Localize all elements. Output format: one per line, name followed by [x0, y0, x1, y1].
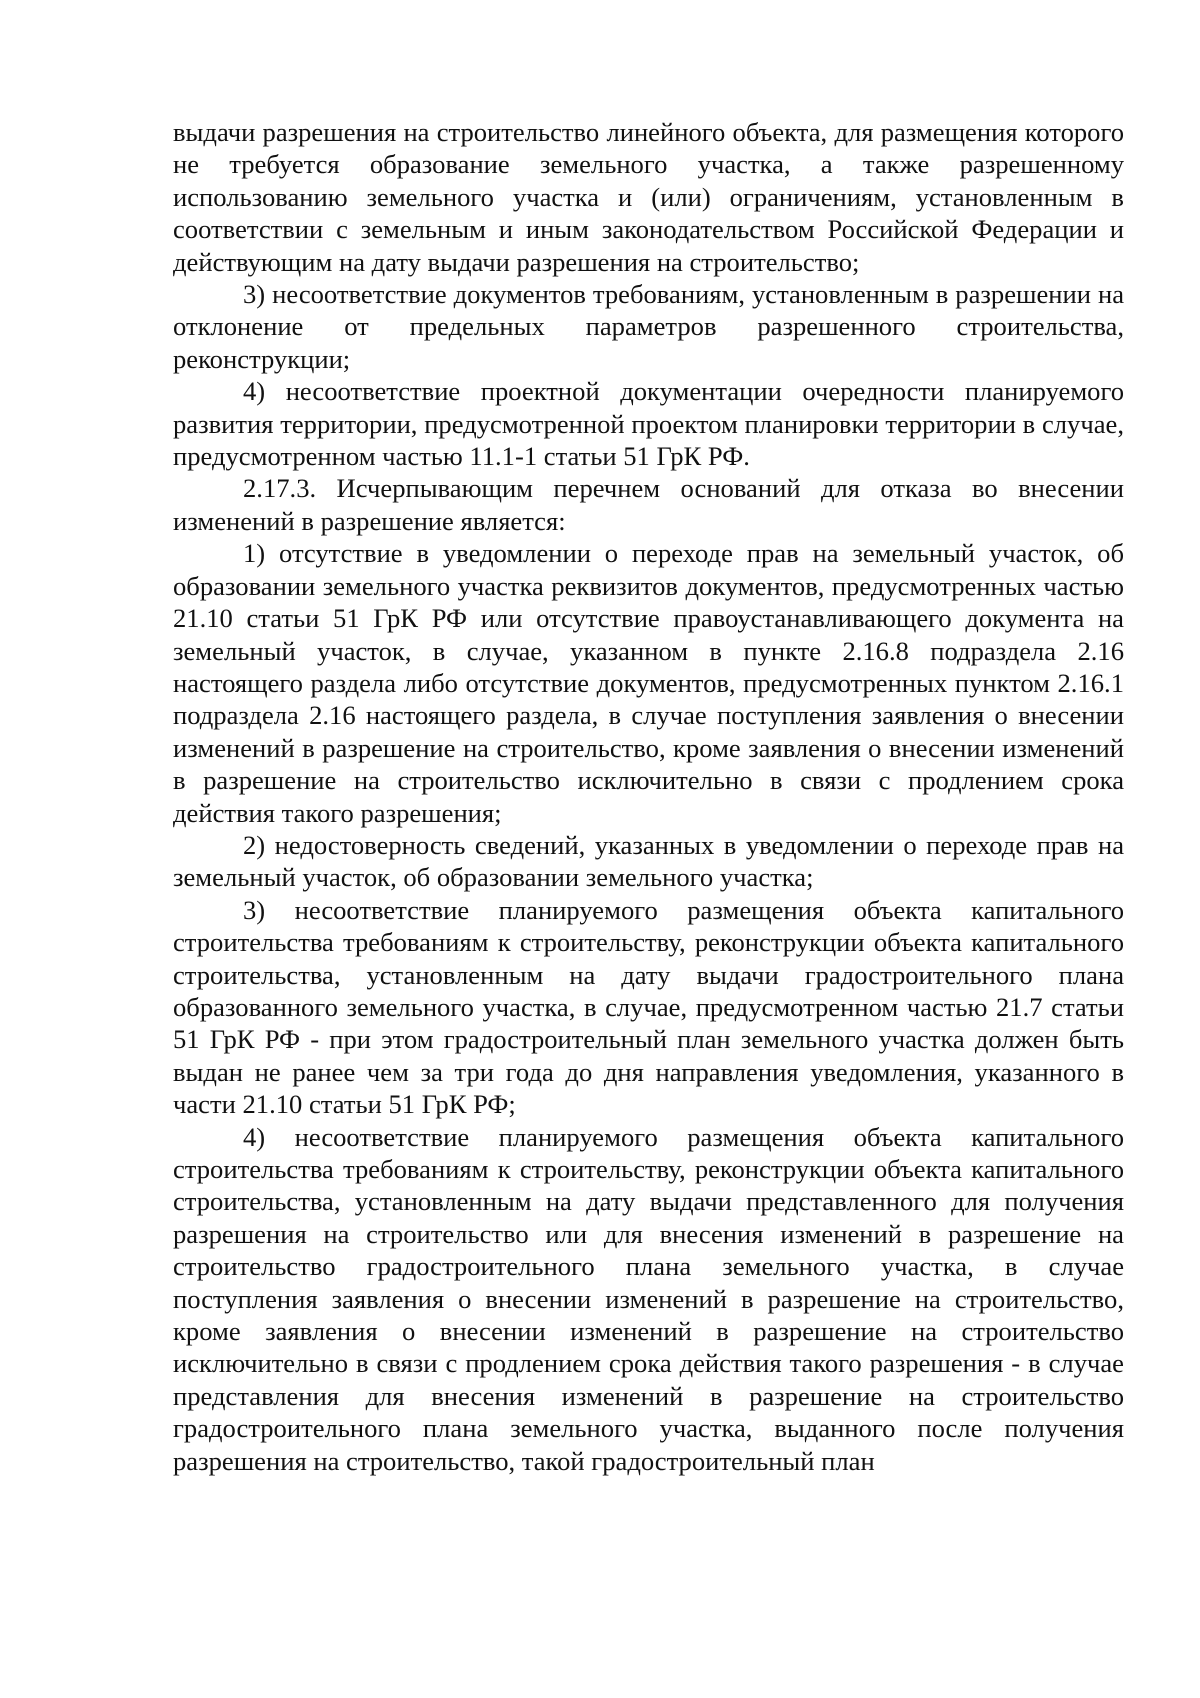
paragraph-item-3: 3) несоответствие документов требованиям, установленным в разрешении на отклонение от предельных параметров разрешенного строительства, реконструкции; [173, 279, 1124, 374]
paragraph-refusal-item-4: 4) несоответствие планируемого размещения объекта капитального строительства требованиям к строительству, реконструкции объекта капитального строительства, установленным на дату выдачи представленного для получения разрешения на строительство или для внесения изменений в разрешение на строительство градостроительного плана земельного участка, в случае поступления заявления о внесении изменений в разрешение на строительство, кроме заявления о внесении изменений в разрешение на строительство исключительно в связи с продлением срока действия такого разрешения - в случае представления для внесения изменений в разрешение на строительство градостроительного плана земельного участка, выданного после получения разрешения на строительство, такой градостроительный план [173, 1121, 1124, 1476]
paragraph-item-4: 4) несоответствие проектной документации очередности планируемого развития территории, предусмотренной проектом планировки территории в случае, предусмотренном частью 11.1-1 статьи 51 ГрК РФ. [173, 376, 1124, 472]
paragraph-continuation: выдачи разрешения на строительство линейного объекта, для размещения которого не требуется образование земельного участка, а также разрешенному использованию земельного участка и (или) ограничениям, установленным в соответствии с земельным и иным законодательством Российской Федерации и действующим на дату выдачи разрешения на строительство; [173, 117, 1124, 277]
document-body [173, 116, 1124, 1477]
paragraph-refusal-item-1: 1) отсутствие в уведомлении о переходе прав на земельный участок, об образовании земельного участка реквизитов документов, предусмотренных частью 21.10 статьи 51 ГрК РФ или отсутствие правоустанавливающего документа на земельный участок, в случае, указанном в пункте 2.16.8 подраздела 2.16 настоящего раздела либо отсутствие документов, предусмотренных пунктом 2.16.1 подраздела 2.16 настоящего раздела, в случае поступления заявления о внесении изменений в разрешение на строительство, кроме заявления о внесении изменений в разрешение на строительство исключительно в связи с продлением срока действия такого разрешения; [173, 538, 1124, 828]
paragraph-section-2-17-3: 2.17.3. Исчерпывающим перечнем оснований для отказа во внесении изменений в разрешение является: [173, 473, 1124, 536]
paragraph-refusal-item-3: 3) несоответствие планируемого размещения объекта капитального строительства требованиям к строительству, реконструкции объекта капитального строительства, установленным на дату выдачи градостроительного плана образованного земельного участка, в случае, предусмотренном частью 21.7 статьи 51 ГрК РФ - при этом градостроительный план земельного участка должен быть выдан не ранее чем за три года до дня направления уведомления, указанного в части 21.10 статьи 51 ГрК РФ; [173, 894, 1124, 1120]
paragraph-refusal-item-2: 2) недостоверность сведений, указанных в уведомлении о переходе прав на земельный участок, об образовании земельного участка; [173, 829, 1124, 893]
